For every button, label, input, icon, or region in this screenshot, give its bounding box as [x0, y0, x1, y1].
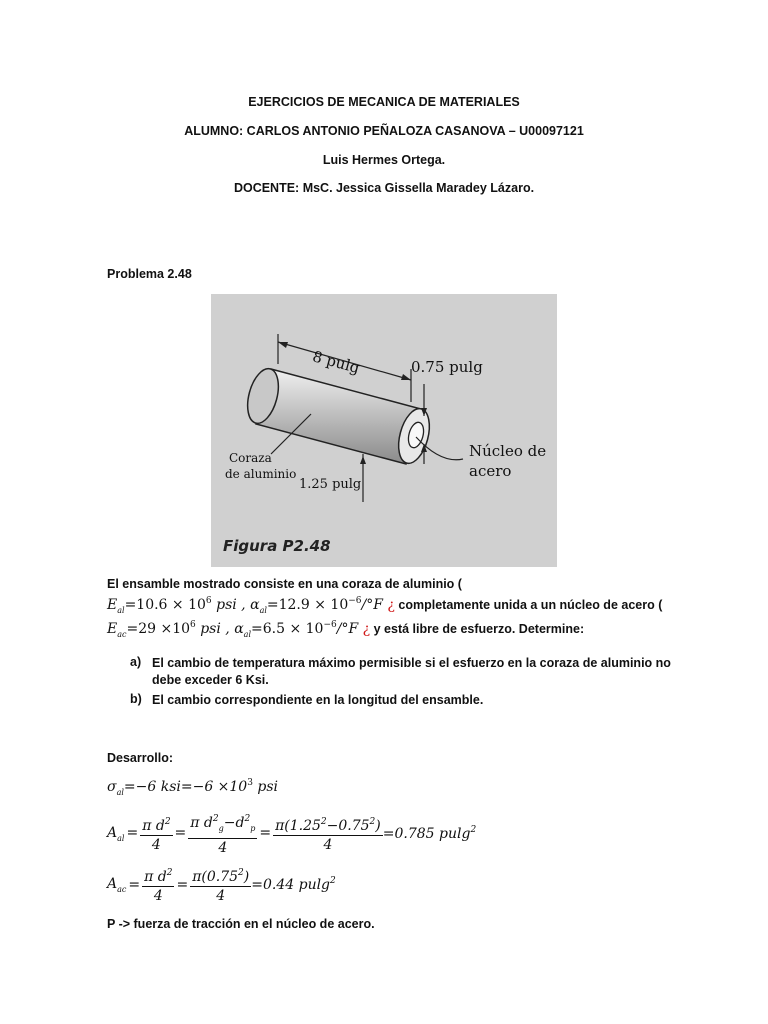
dim-core-label: 0.75 pulg — [411, 358, 483, 376]
statement-line-2: $E_{al}=10.6 \times 10^6$ psi , $\alpha_{al}=12.9 \times 10^{-6}/^\circ F$ ¿ completamente unida a un núcleo de acero ( — [107, 596, 663, 615]
development-heading: Desarrollo: — [107, 751, 173, 765]
core-label-2: acero — [469, 462, 512, 480]
dim-outer-label: 1.25 pulg — [299, 477, 362, 492]
teacher-line: DOCENTE: MsC. Jessica Gissella Maradey Lázaro. — [233, 181, 535, 195]
steel-area-equation: $A_{ac}$ = $\frac{\pi d^2}{4}$ = $\frac{\pi(0.75^2)}{4}$ =0.44 pulg$^2$ — [107, 864, 336, 905]
force-definition: P -> fuerza de tracción en el núcleo de acero. — [107, 917, 375, 931]
sigma-equation: $\sigma_{al}=-6$ $ksi=-6 \times 10^3$ psi — [107, 778, 279, 797]
core-label-1: Núcleo de — [469, 442, 547, 460]
shell-label-2: de aluminio — [225, 467, 297, 481]
document-title: EJERCICIOS DE MECANICA DE MATERIALES — [248, 95, 520, 109]
cylinder-illustration — [211, 294, 557, 567]
problem-heading: Problema 2.48 — [107, 267, 192, 281]
aluminum-area-equation: $A_{al}$ = $\frac{\pi d^2}{4}$ = $\frac{\pi d^2_g-d^2_p}{4}$ = $\frac{\pi(1.25^2-0.75^2)}{4}$ =0.785 pulg$^2$ — [107, 810, 476, 857]
statement-line-1: El ensamble mostrado consiste en una coraza de aluminio ( — [107, 577, 462, 591]
statement-line-3: $E_{ac}=29 \times 10^6$ psi , $\alpha_{al}=6.5 \times 10^{-6}/^\circ F$ ¿ y está libre de esfuerzo. Determine: — [107, 620, 585, 639]
coauthor-line: Luis Hermes Ortega. — [322, 153, 446, 167]
figure-caption: Figura P2.48 — [223, 537, 331, 555]
dim-length-label: 8 pulg — [310, 347, 362, 378]
red-question-mark: ¿ — [362, 621, 371, 637]
red-question-mark: ¿ — [387, 597, 395, 613]
student-line: ALUMNO: CARLOS ANTONIO PEÑALOZA CASANOVA – U00097121 — [184, 124, 584, 138]
problem-figure — [211, 294, 557, 567]
shell-label-1: Coraza — [229, 451, 272, 465]
